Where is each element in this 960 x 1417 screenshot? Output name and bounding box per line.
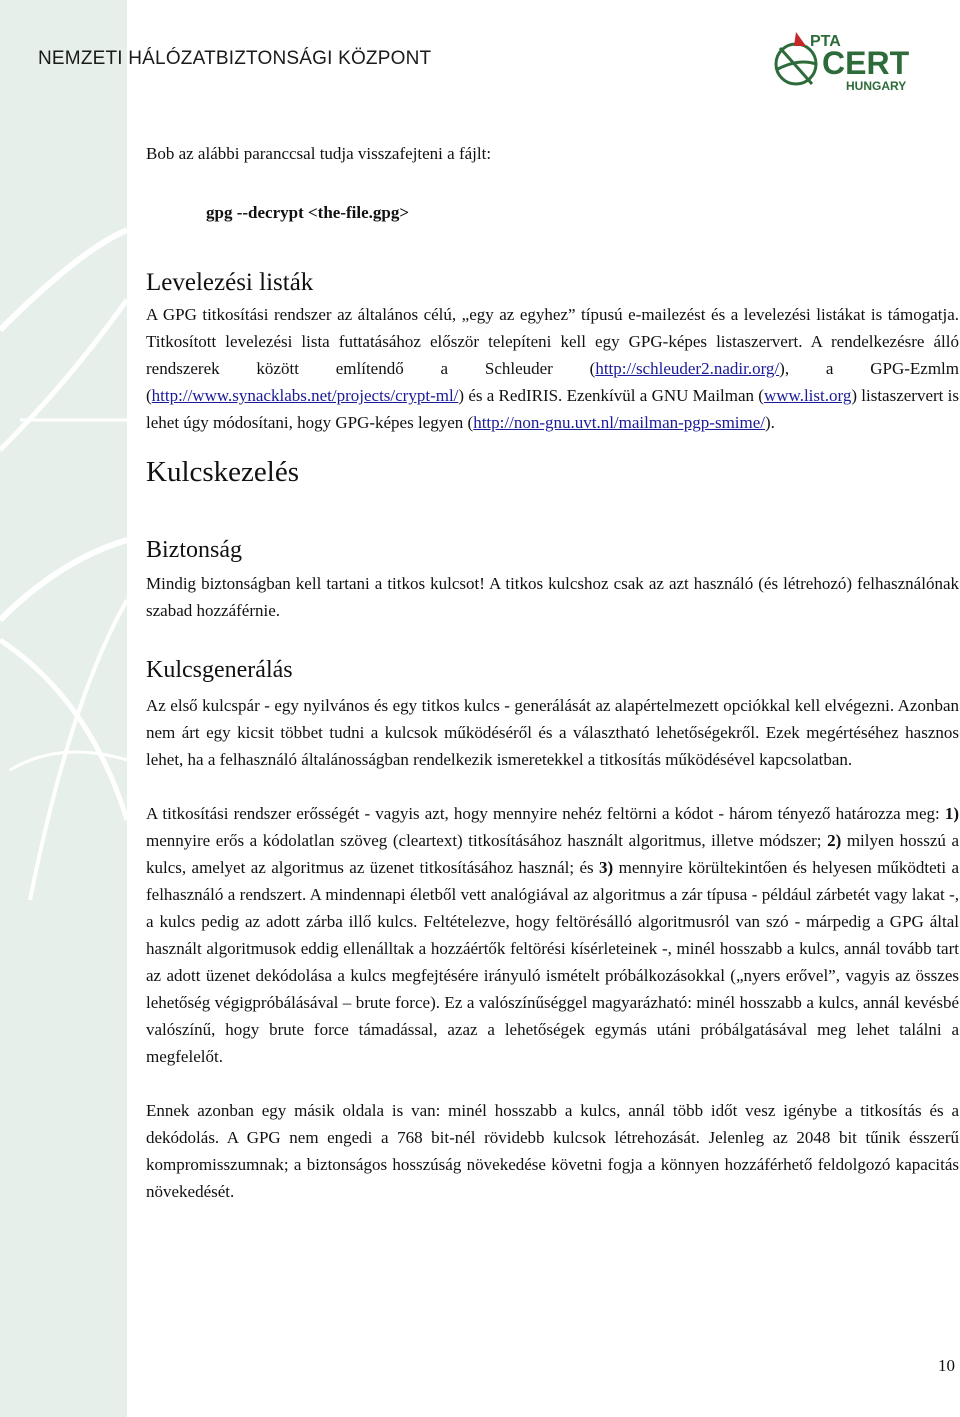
kulcsgeneralas-paragraph-1: Az első kulcspár - egy nyilvános és egy titkos kulcs - generálását az alapértelmezett opciókkal kell elvégezni. Azonban nem árt egy kicsit többet tudni a kulcsok működéséről és a választható lehetőségekről. Ezek megértéséhez hasznos lehet, ha a felhasználó általánosságban rendelkezik ismeretekkel a titkosítás működésével kapcsolatban. [146, 696, 959, 769]
globe-watermark-icon [0, 0, 127, 1417]
heading-levelezesi-listak: Levelezési listák [146, 269, 314, 296]
levelezesi-paragraph: A GPG titkosítási rendszer az általános célú, „egy az egyhez” típusú e-mailezést és a levelezési listákat is támogatja. Titkosított levelezési lista futtatásához először telepíteni kell egy GPG-képes listaszervert. A rendelkezésre álló rendszerek között említendő a Schleuder (http://schleuder2.nadir.org/), a GPG-Ezmlm (http://www.synacklabs.net/projects/crypt-ml/) és a RedIRIS. Ezenkívül a GNU Mailman (www.list.org) listaszervert is lehet úgy módosítani, hogy GPG-képes legyen (http://non-gnu.uvt.nl/mailman-pgp-smime/). [146, 305, 959, 432]
biztonsag-paragraph: Mindig biztonságban kell tartani a titkos kulcsot! A titkos kulcshoz csak az azt használó (és létrehozó) felhasználónak szabad hozzáférnie. [146, 574, 959, 620]
decrypt-command: gpg --decrypt <the-file.gpg> [206, 203, 410, 222]
link-synacklabs[interactable]: http://www.synacklabs.net/projects/crypt-ml/ [151, 386, 459, 405]
link-non-gnu[interactable]: http://non-gnu.uvt.nl/mailman-pgp-smime/ [473, 413, 766, 432]
heading-kulcsgeneralas: Kulcsgenerálás [146, 657, 293, 683]
heading-kulcskezeles: Kulcskezelés [146, 456, 299, 488]
pta-cert-logo [768, 28, 950, 96]
document-body [146, 140, 959, 1205]
page-number: 10 [938, 1356, 955, 1375]
kulcsgeneralas-paragraph-2: A titkosítási rendszer erősségét - vagyis azt, hogy mennyire nehéz feltörni a kódot - három tényező határozza meg: 1) mennyire erős a kódolatlan szöveg (cleartext) titkosításához használt algoritmus, illetve módszer; 2) milyen hosszú a kulcs, amelyet az algoritmus az üzenet titkosításához használ; és 3) mennyire körültekintően és helyesen működteti a felhasználó a rendszert. A mindennapi életből vett analógiával az algoritmus a zár típusa - például zárbetét vagy lakat -, a kulcs pedig az adott zárba illő kulcs. Feltételezve, hogy feltörésálló algoritmusról van szó - márpedig a GPG által használt algoritmusok eddig ellenálltak a hozzáértők feltörési kísérleteinek -, minél hosszabb a kulcs, annál tovább tart az adott üzenet dekódolása a kulcs megfejtésére irányuló ismételt próbálkozásokkal („nyers erővel”, vagyis az összes lehetőség végigpróbálásával – brute force). Ez a valószínűséggel magyarázható: minél hosszabb a kulcs, annál kevésbé valószínű, hogy brute force támadással, azaz a lehetőségek egymás utáni próbálgatásával meg lehet találni a megfelelőt. [146, 804, 959, 1066]
link-schleuder[interactable]: http://schleuder2.nadir.org/ [595, 359, 780, 378]
heading-biztonsag: Biztonság [146, 537, 242, 563]
logo-top-text: PTA [810, 33, 841, 50]
decorative-sidebar [0, 0, 127, 1417]
link-list-org[interactable]: www.list.org [763, 386, 852, 405]
logo-sub-text: HUNGARY [846, 79, 907, 93]
logo-main-text: CERT [822, 45, 910, 81]
kulcsgeneralas-paragraph-3: Ennek azonban egy másik oldala is van: minél hosszabb a kulcs, annál több időt vesz igénybe a titkosítás és a dekódolás. A GPG nem engedi a 768 bit-nél rövidebb kulcsok létrehozását. Jelenleg az 2048 bit tűnik ésszerű kompromisszumnak; a biztonságos hosszúság növekedése követni fogja a könnyen hozzáférhető feldolgozó kapacitás növekedését. [146, 1101, 959, 1201]
intro-text: Bob az alábbi paranccsal tudja visszafejteni a fájlt: [146, 144, 492, 163]
header-title: NEMZETI HÁLÓZATBIZTONSÁGI KÖZPONT [38, 48, 432, 69]
